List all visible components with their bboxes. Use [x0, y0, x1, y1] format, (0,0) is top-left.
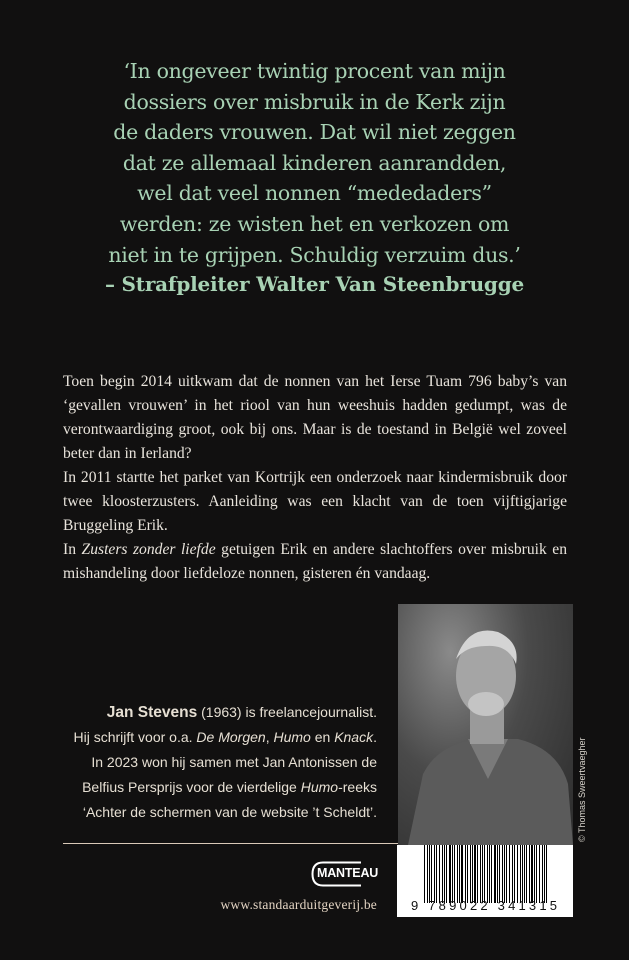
barcode-bar: [482, 845, 483, 903]
quote-line: ‘In ongeveer twintig procent van mijn: [123, 59, 506, 83]
quote-line: de daders vrouwen. Dat wil niet zeggen: [113, 120, 516, 145]
blurb-paragraph: In 2011 startte het parket van Kortrijk een onderzoek naar kindermisbruik door twee kloosterzusters. Aanleiding was een klacht van de toen vijftigjarige Bruggeling Erik.: [63, 469, 567, 534]
bio-line: ‘Achter de schermen van de website ’t Scheldt’.: [82, 804, 377, 820]
barcode-bar: [502, 845, 503, 903]
divider: [63, 843, 398, 844]
quote-attribution: – Strafpleiter Walter Van Steenbrugge: [104, 272, 525, 296]
pull-quote: [40, 56, 589, 270]
barcode-bar: [520, 845, 521, 903]
isbn-number: 9 789022 341315: [411, 898, 561, 913]
quote-line: wel dat veel nonnen “mededaders”: [137, 181, 492, 206]
bio-line: [73, 700, 377, 725]
barcode-bar: [489, 845, 490, 903]
quote-line: niet in te grijpen. Schuldig verzuim dus.’: [108, 242, 521, 267]
blurb: [63, 370, 567, 586]
bio-line: In 2023 won hij samen met Jan Antonissen de: [91, 754, 377, 770]
barcode-bar: [449, 845, 451, 903]
barcode-bar: [514, 845, 515, 903]
barcode-bar: [534, 845, 535, 903]
barcode-bar: [436, 845, 438, 903]
author-bio: [73, 700, 377, 825]
barcode-bar: [439, 845, 440, 903]
barcode-bar: [424, 845, 425, 903]
barcode-bar: [446, 845, 447, 903]
text: Humo: [300, 779, 339, 795]
barcode-bar: [517, 845, 518, 903]
barcode-bar: [526, 845, 527, 903]
publisher-logo: [311, 861, 377, 887]
barcode-bar: [522, 845, 523, 903]
text: en: [310, 729, 335, 745]
barcode-bar: [442, 845, 443, 903]
barcode-bar: [467, 845, 469, 903]
barcode-bar: [477, 845, 478, 903]
barcode-bar: [529, 845, 530, 903]
quote-line: werden: ze wisten het en verkozen om: [119, 211, 510, 236]
text: ,: [265, 729, 274, 745]
barcode-bar: [494, 845, 495, 903]
barcode-bar: [506, 845, 507, 903]
text: Belfius Persprijs voor de vierdelige: [82, 779, 301, 795]
text: (1963) is freelancejournalist.: [197, 704, 377, 720]
barcode-bar: [457, 845, 458, 903]
barcode-bar: [427, 845, 428, 903]
text: Humo: [273, 729, 311, 745]
quote-line: dossiers over misbruik in de Kerk zijn: [123, 89, 506, 114]
barcode-bar: [542, 845, 543, 903]
barcode-bar: [429, 845, 430, 903]
text: In: [63, 541, 82, 558]
author-name: Jan Stevens: [106, 704, 198, 721]
blurb-paragraph: [63, 538, 567, 586]
bio-line: [73, 775, 377, 800]
book-title: Zusters zonder liefde: [81, 541, 216, 558]
barcode-bar: [509, 845, 511, 903]
barcode-bar: [512, 845, 513, 903]
barcode: [397, 845, 573, 917]
text: Knack: [334, 729, 374, 745]
text: .: [373, 729, 377, 745]
author-photo: [398, 604, 573, 845]
barcode-bar: [472, 845, 473, 903]
barcode-bar: [444, 845, 445, 903]
photo-credit: © Thomas Sweertvaegher: [577, 737, 587, 842]
text: Hij schrijft voor o.a.: [73, 729, 197, 745]
barcode-bar: [461, 845, 462, 903]
barcode-bar: [459, 845, 460, 903]
bio-line: [73, 725, 377, 750]
publisher-url: www.standaarduitgeverij.be: [220, 897, 377, 912]
barcode-bar: [531, 845, 533, 903]
barcode-bar: [536, 845, 537, 903]
blurb-paragraph: Toen begin 2014 uitkwam dat de nonnen van het Ierse Tuam 796 baby’s van ‘gevallen vrouwen’ in het riool van hun weeshuis hadden gedumpt, was de verontwaardiging groot, ook bij ons. Maar is de toestand in België wel zoveel beter dan in Ierland?: [63, 373, 567, 462]
barcode-bar: [465, 845, 466, 903]
barcode-bar: [499, 845, 500, 903]
barcode-bar: [491, 845, 493, 903]
barcode-bar: [524, 845, 525, 903]
barcode-bar: [454, 845, 455, 903]
barcode-bar: [497, 845, 498, 903]
barcode-bar: [504, 845, 505, 903]
text: -reeks: [338, 779, 377, 795]
barcode-bar: [452, 845, 453, 903]
barcode-bar: [484, 845, 485, 903]
barcode-bar: [434, 845, 435, 903]
text: De Morgen: [196, 729, 266, 745]
barcode-bar: [474, 845, 475, 903]
logo-text: MANTEAU: [317, 866, 379, 880]
barcode-bar: [470, 845, 471, 903]
barcode-bar: [480, 845, 481, 903]
barcode-bar: [544, 845, 545, 903]
barcode-bar: [539, 845, 540, 903]
barcode-bar: [487, 845, 488, 903]
barcode-bar: [546, 845, 547, 903]
author-portrait-image: [398, 604, 573, 845]
barcode-bar: [431, 845, 432, 903]
text: getuigen Erik en andere slachtoffers over misbruik en mishandeling door liefdeloze nonnen, gisteren én vandaag.: [63, 541, 568, 582]
quote-line: dat ze allemaal kinderen aanrandden,: [122, 150, 507, 175]
barcode-bars: [424, 845, 548, 903]
